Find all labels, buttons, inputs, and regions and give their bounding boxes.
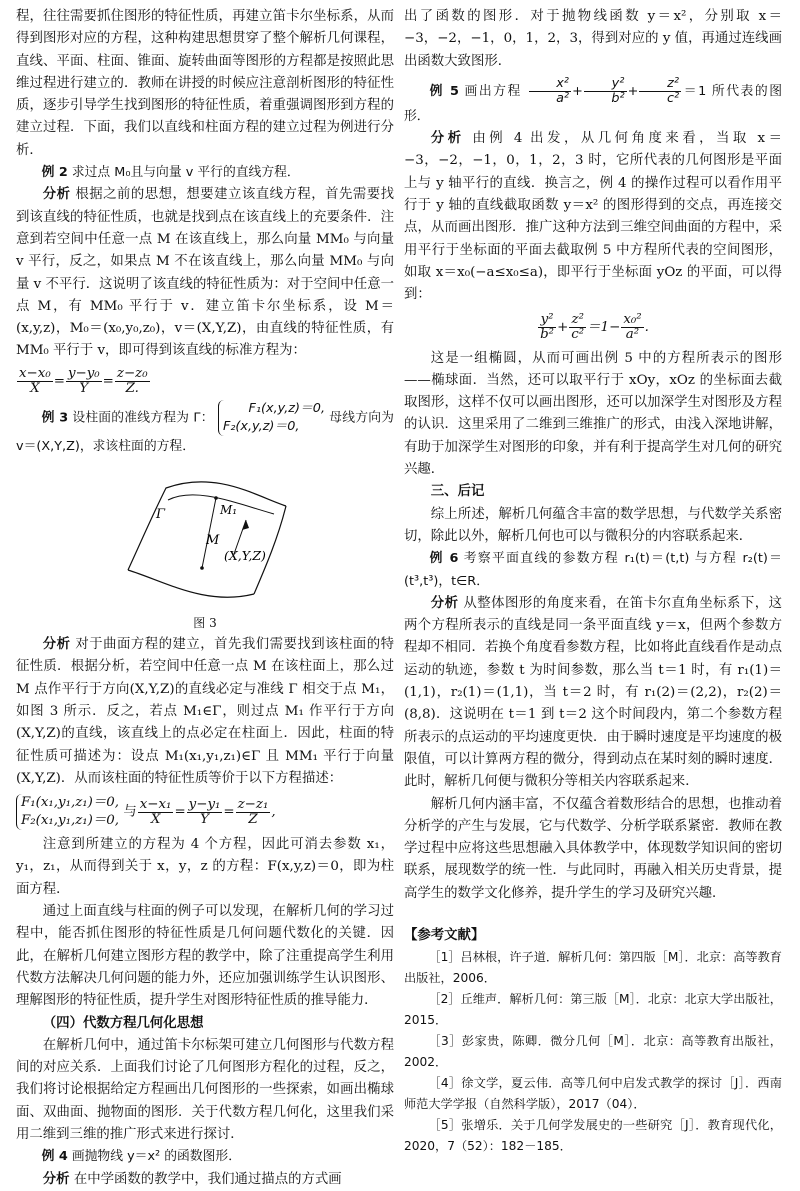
example-5-post: 所代表的图形． — [404, 83, 783, 124]
example-2-text: 求过点 M₀且与向量 v 平行的直线方程． — [71, 165, 300, 181]
cylinder-system: F₁(x₁,y₁,z₁)＝0, F₂(x₁,y₁,z₁)＝0, 与 $\frac{\text{x−x₁}}{X}$ = $\frac{\text{y−y₁}}{Y}$ = $\frac{\text{z−z₁}}{Z}$ , — [16, 794, 394, 830]
ex5-rhs: ＝1 — [682, 83, 707, 99]
analysis-2-label: 分析 — [42, 187, 71, 203]
section-4-heading: （四）代数方程几何化思想 — [42, 1015, 204, 1031]
cyl-frac-1: $\frac{\text{x−x₁}}{X}$ — [139, 796, 172, 827]
reference-item: ［4］徐文学，夏云伟．高等几何中启发式教学的探讨［J］．西南师范大学学报（自然科学版），2017（04）． — [404, 1076, 782, 1112]
line-eq-frac-3: $\frac{\text{z−z₀}}{Z.}$ — [116, 365, 148, 396]
directrix-system: F₁(x,y,z)＝0, F₂(x,y,z)＝0, — [218, 400, 325, 436]
analysis-6-label: 分析 — [430, 595, 459, 611]
final-paragraph: 解析几何内涵丰富，不仅蕴含着数形结合的思想，也推动着分析学的产生与发展，它与代数学、分析学联系紧密．教师在教学过程中应将这些思想融入具体教学中，体现数学知识间的密切联系，展现数学的统一性．与此同时，再融入相关历史背景，提高学生的数学文化修养，提升学生的学习及研究兴趣． — [404, 796, 782, 901]
intro-paragraph: 程，往往需要抓住图形的特征性质，再建立笛卡尔坐标系，从而得到图形对应的方程，这种构建思想贯穿了整个解析几何课程，直线、平面、柱面、锥面、旋转曲面等图形的方程都是按照此思维过程进行建立的．教师在讲授的时候应注意剖析图形的特征性质，逐步引导学生找到图形的特征性质，着重强调图形到方程的建立过程．下面，我们以直线和柱面方程的建立过程为例进行分析． — [16, 9, 394, 158]
reference-item: ［5］张增乐．关于几何学发展史的一些研究［J］．教育现代化，2020，7（52）：182－185． — [404, 1118, 782, 1154]
analysis-3-label: 分析 — [42, 637, 71, 653]
example-3-label: 例 3 — [41, 410, 69, 426]
section-4-paragraph: 在解析几何中，通过笛卡尔标架可建立几何图形与代数方程间的对应关系．上面我们讨论了几何图形方程化的过程，反之，我们将讨论根据给定方程画出几何图形的一些探索，如画出椭球面、双曲面、抛物面的图形．关于代数方程几何化，这里我们采用二维到三维的推广形式来进行探讨． — [16, 1037, 394, 1142]
gamma-label: Γ — [156, 507, 166, 523]
example-5-label: 例 5 — [429, 83, 459, 99]
analysis-4 — [16, 1169, 394, 1191]
cylinder-diagram — [16, 458, 394, 634]
line-equation: $\frac{\text{x−x₀}}{X}$ = $\frac{\text{y−y₀}}{Y}$ = $\frac{\text{z−z₀}}{Z.}$ — [19, 365, 148, 396]
example-3-pre: 设柱面的准线方程为 Γ： — [72, 410, 214, 426]
example-6 — [404, 548, 782, 593]
ex5-frac-2: $\frac{\text{y²}}{\text{b²}}$ — [584, 77, 627, 106]
reference-item: ［3］彭家贵，陈卿．微分几何［M］．北京：高等教育出版社，2002． — [404, 1034, 782, 1070]
example-6-text: 考察平面直线的参数方程 r₁(t)＝(t,t) 与方程 r₂(t)＝(t³,t³)，t∈R． — [404, 551, 782, 589]
line-eq-frac-2: $\frac{\text{y−y₀}}{Y}$ — [67, 365, 100, 396]
cylinder-system-brace: F₁(x₁,y₁,z₁)＝0, F₂(x₁,y₁,z₁)＝0, — [16, 794, 119, 830]
figure-3 — [16, 458, 394, 634]
cylinder-system-connector: 与 — [123, 804, 137, 820]
ell-end: . — [644, 319, 649, 335]
analysis-5-label: 分析 — [430, 131, 465, 147]
example-2 — [16, 162, 394, 184]
right-column — [404, 6, 782, 1157]
example-3 — [16, 400, 394, 458]
ellipse-equation: $\frac{\text{y²}}{\text{b²}}$ + $\frac{\text{z²}}{\text{c²}}$ ＝1− $\frac{\text{x₀²}}{\text{a²}}$ . — [540, 311, 649, 342]
note-paragraph: 注意到所建立的方程为 4 个方程，因此可消去参数 x₁，y₁，z₁，从而得到关于 x，y，z 的方程：F(x,y,z)＝0，即为柱面方程． — [16, 837, 394, 897]
surface-bottom-edge — [128, 570, 254, 597]
analysis-5 — [404, 128, 782, 306]
analysis-3 — [16, 634, 394, 790]
ell-frac-1: $\frac{\text{y²}}{\text{b²}}$ — [540, 311, 555, 342]
reference-item: ［2］丘维声．解析几何：第三版［M］．北京：北京大学出版社，2015． — [404, 992, 782, 1028]
continued-paragraph: 出了函数的图形．对于抛物线函数 y＝x²，分别取 x＝−3，−2，−1，0，1，2，3，得到对应的 y 值，再通过连线画出函数大致图形． — [404, 9, 782, 69]
direction-label: (X,Y,Z) — [224, 548, 266, 564]
references-heading: 【参考文献】 — [404, 927, 485, 943]
analysis-3-text: 对于曲面方程的建立，首先我们需要找到该柱面的特征性质．根据分析，若空间中任意一点 M 在该柱面上，那么过 M 点作平行于方向(X,Y,Z)的直线必定与准线 Γ 相交于点 M₁，如图 3 所示．反之，若点 M₁∈Γ，则过点 M₁ 作平行于方向(X,Y,Z)的直线，该直线上的点必定在柱面上．因此，柱面的特征性质可描述为：设点 M₁(x₁,y₁,z₁)∈Γ 且 MM₁ 平行于向量(X,Y,Z)．从而该柱面的特征性质等价于以下方程描述： — [16, 637, 395, 786]
ell-eq-sign: ＝1− — [587, 319, 621, 335]
cyl-frac-3: $\frac{\text{z−z₁}}{Z}$ — [237, 796, 269, 827]
ex5-frac-3: $\frac{\text{z²}}{\text{c²}}$ — [639, 77, 681, 106]
summary-paragraph: 通过上面直线与柱面的例子可以发现，在解析几何的学习过程中，能否抓住图形的特征性质是几何问题代数化的关键．因此，在解析几何建立图形方程的教学中，除了注重提高学生利用代数方法解决几何问题的能力外，还应加强训练学生认识图形、理解图形的特征性质，提升学生对图形特征性质的推导能力． — [16, 904, 394, 1009]
example-3-post: 母线方向为 v＝(X,Y,Z)，求该柱面的方程． — [16, 410, 394, 454]
point-m — [200, 566, 204, 570]
example-5-pre: 画出方程 — [464, 83, 522, 99]
left-column — [16, 6, 394, 1191]
example-6-label: 例 6 — [429, 551, 459, 567]
ell-frac-3: $\frac{\text{x₀²}}{\text{a²}}$ — [623, 311, 642, 342]
analysis-4-text: 在中学函数的教学中，我们通过描点的方式画 — [73, 1171, 342, 1187]
postscript-paragraph-1: 综上所述，解析几何蕴含丰富的数学思想，与代数学关系密切，除此以外，解析几何也可以与微积分的内容联系起来． — [404, 506, 782, 544]
m-label: M — [206, 533, 220, 549]
direction-vector-arrowhead — [242, 520, 249, 530]
m1-label: M₁ — [220, 503, 238, 518]
analysis-6 — [404, 593, 782, 794]
figure-3-caption: 图 3 — [193, 616, 217, 631]
example-4-label: 例 4 — [41, 1149, 68, 1165]
analysis-6-text: 从整体图形的角度来看，在笛卡尔直角坐标系下，这两个方程所表示的直线是同一条平面直线 y＝x，但两个参数方程却不相同．若换个角度看参数方程，比如将此直线看作是动点运动的轨迹，参数 t 为时间参数，那么当 t＝1 时，有 r₁(1)＝(1,1)，r₂(1)＝(1,1)，当 t＝2 时，有 r₁(2)＝(2,2)，r₂(2)＝(8,8)．这说明在 t＝1 到 t＝2 这个时间段内，第二个参数方程所表示的点运动的平均速度更快．由于瞬时速度是平均速度的极限值，可以计算两方程的微分，得到动点在某时刻的瞬时速度．此时，解析几何便与微积分等相关内容联系起来． — [404, 595, 783, 790]
ellipse-paragraph: 这是一组椭圆，从而可画出例 5 中的方程所表示的图形——椭球面．当然，还可以取平行于 xOy，xOz 的坐标面去截取图形，这样不仅可以画出图形，还可以加深学生对图形及方程的认识．这里采用了二维到三维推广的形式，由浅入深地讲解，有助于加深学生对图形的印象，并有利于提高学生对几何的研究兴趣． — [404, 350, 782, 478]
analysis-5-text: 由例 4 出发，从几何角度来看，当取 x＝−3，−2，−1，0，1，2，3 时，它所代表的几何图形是平面上与 y 轴平行的直线．换言之，例 4 的操作过程可以看作用平行于 y 轴的直线截取函数 y＝x² 的图形得到的交点，再连接交点，从而画出图形．推广这种方法到三维空间曲面的方程中，采用平行于坐标面的平面去截取例 5 中方程所代表的空间图形，如取 x＝x₀(−a≤x₀≤a)，即平行于坐标面 yOz 的平面，可以得到： — [404, 131, 783, 303]
point-m1 — [214, 496, 218, 500]
ell-frac-2: $\frac{\text{z²}}{\text{c²}}$ — [571, 311, 585, 342]
analysis-4-label: 分析 — [42, 1171, 70, 1187]
example-4-text: 画抛物线 y＝x² 的函数图形． — [71, 1149, 242, 1165]
example-2-label: 例 2 — [41, 165, 68, 181]
analysis-2 — [16, 184, 394, 362]
cyl-frac-2: $\frac{\text{y−y₁}}{Y}$ — [188, 796, 221, 827]
example-5: 例 5 画出方程 $\frac{\text{x²}}{\text{a²}}$ + $\frac{\text{y²}}{\text{b²}}$ + $\frac{\text{z²}}{\text{c²}}$ ＝1 所代表的图形． — [404, 75, 783, 124]
line-eq-frac-1: $\frac{\text{x−x₀}}{X}$ — [19, 365, 51, 396]
ex5-frac-1: $\frac{\text{x²}}{\text{a²}}$ — [529, 77, 572, 106]
analysis-2-text: 根据之前的思想，想要建立该直线方程，首先需要找到该直线的特征性质，也就是找到点在该直线上的充要条件．注意到若空间中任意一点 M 在该直线上，那么向量 MM₀ 与向量 v 平行，反之，如果点 M 不在该直线上，那么向量 MM₀ 与向量 v 不平行．这说明了该直线的特征性质为：对于空间中任意一点 M，有 MM₀ 平行于 v．建立笛卡尔坐标系，设 M＝(x,y,z)，M₀＝(x₀,y₀,z₀)，v＝(X,Y,Z)，由直线的特征性质，有 MM₀ 平行于 v，即可得到该直线的标准方程为： — [16, 187, 395, 359]
example-4 — [16, 1146, 394, 1168]
section-3-heading: 三、后记 — [430, 484, 485, 500]
reference-item: ［1］吕林根，许子道．解析几何：第四版［M］．北京：高等教育出版社，2006． — [404, 950, 782, 986]
